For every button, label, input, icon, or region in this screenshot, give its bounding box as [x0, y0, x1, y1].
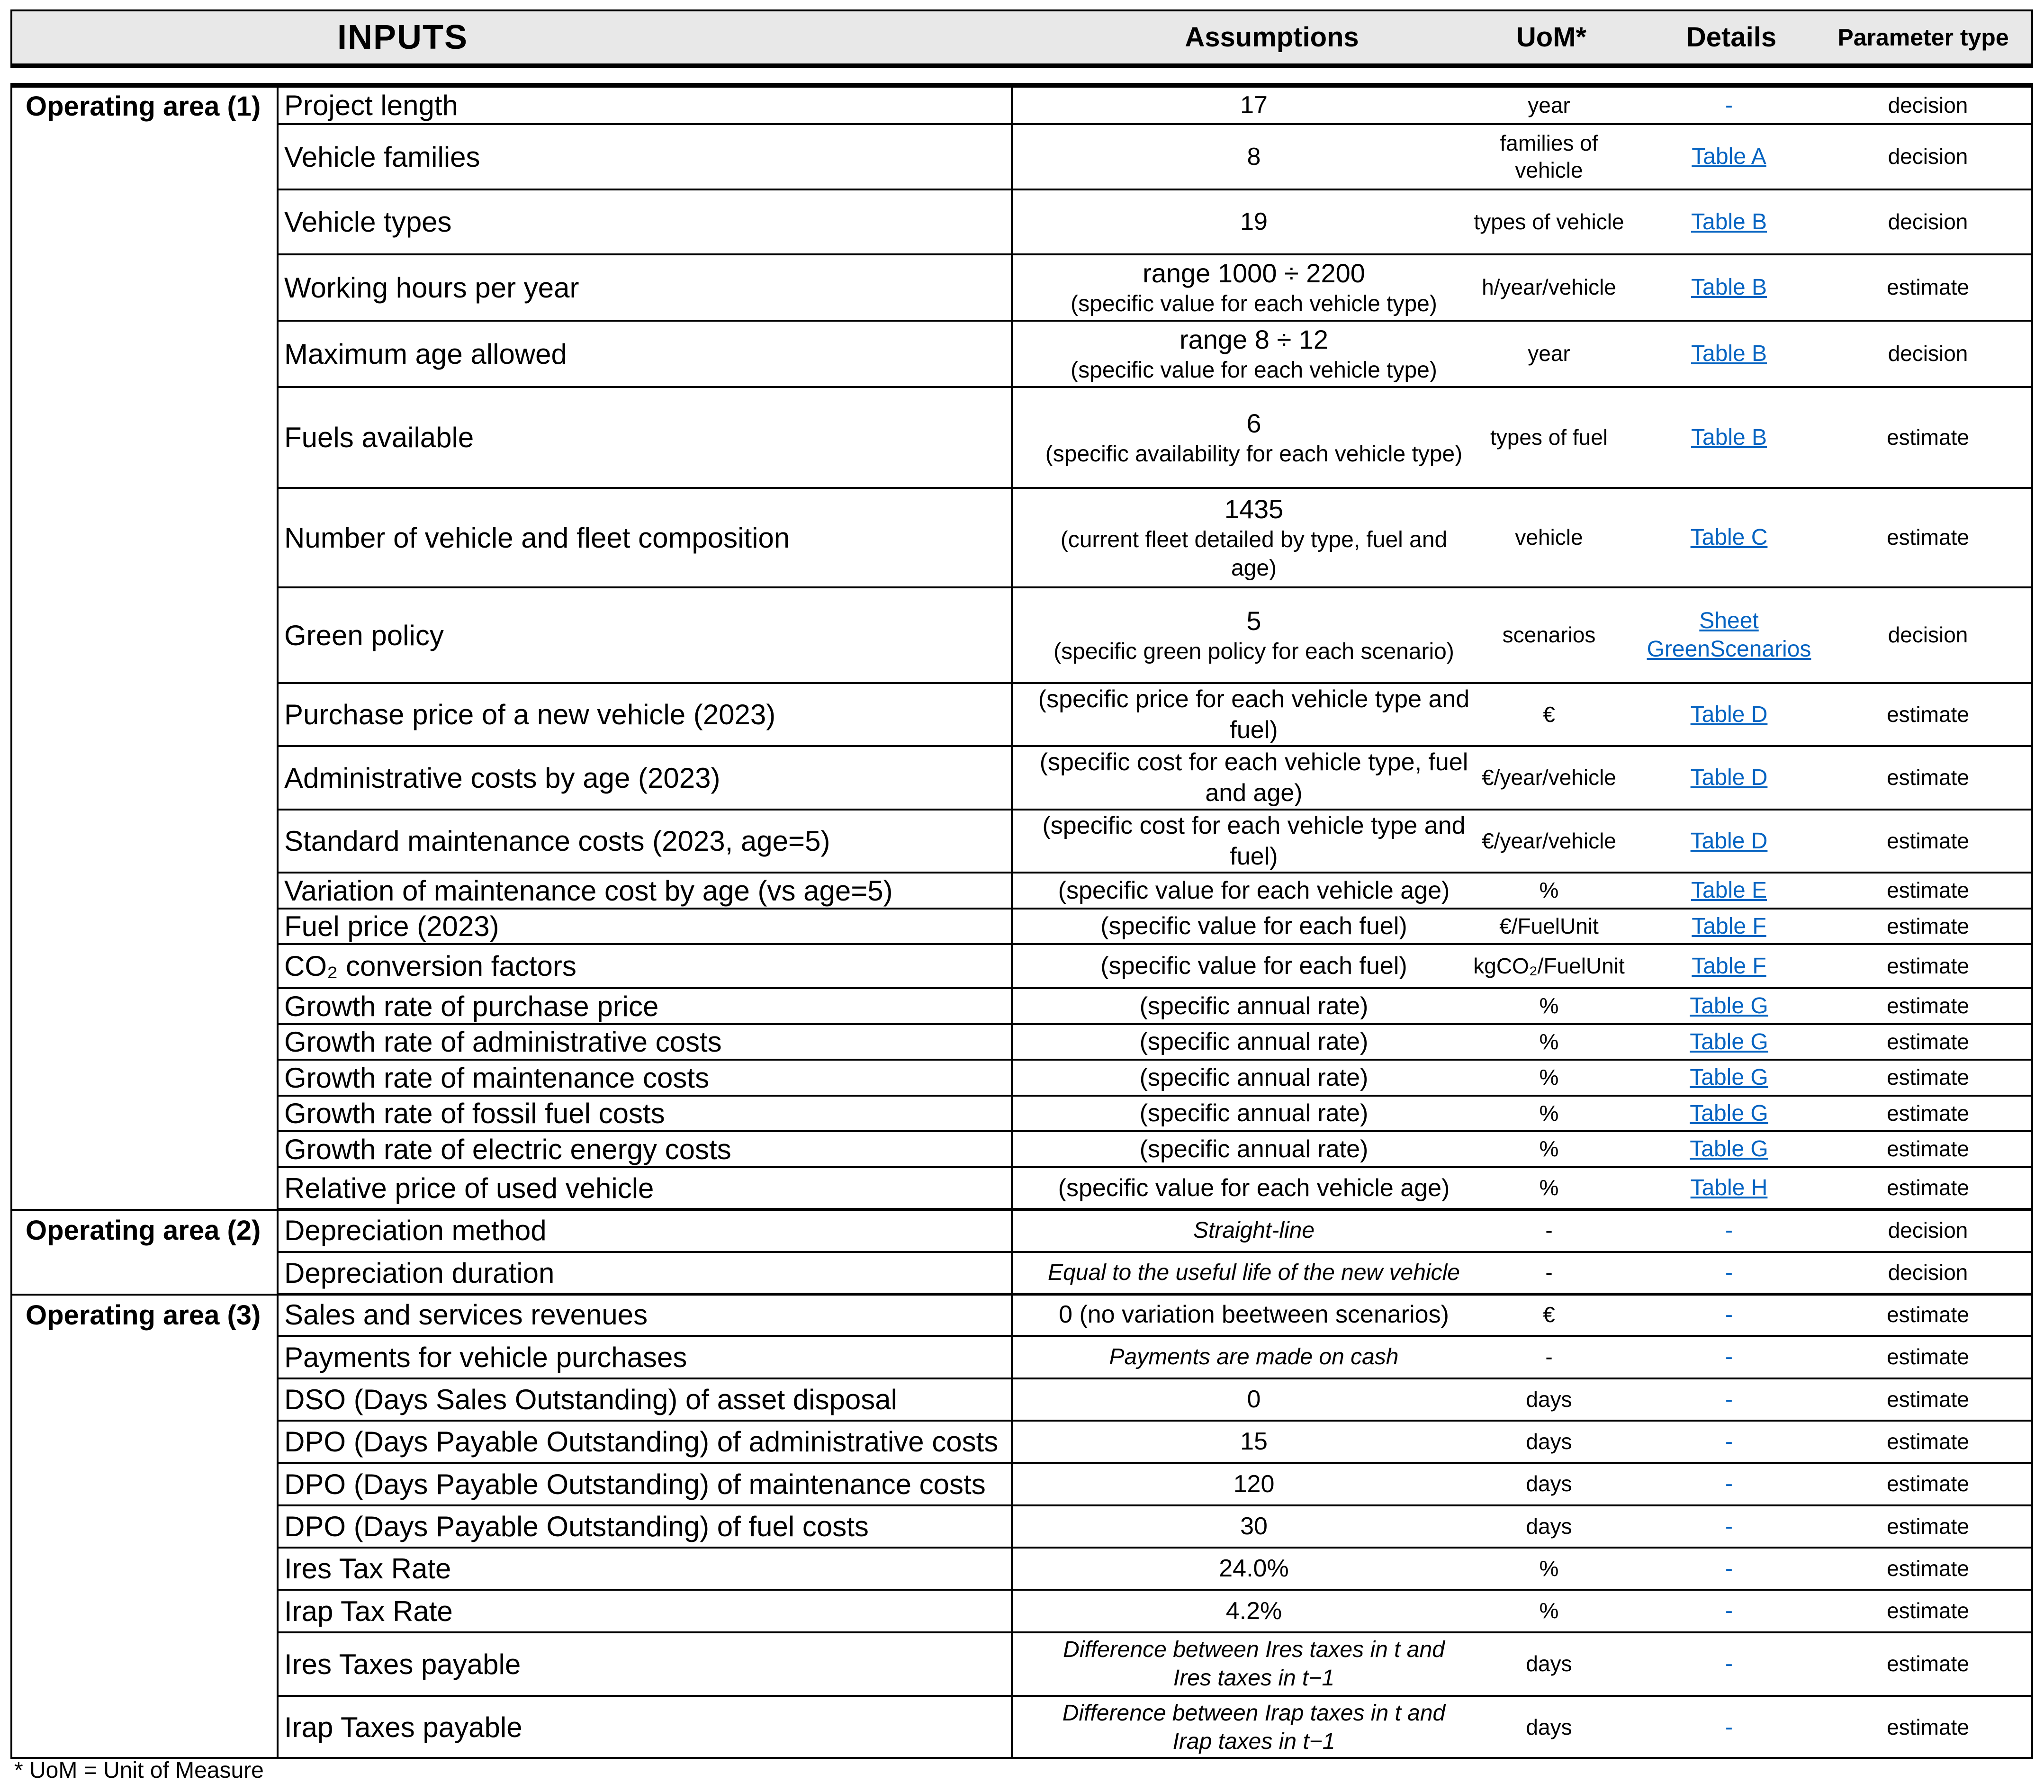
- details-value: -: [1725, 1598, 1733, 1623]
- assumption-value: 30: [1240, 1513, 1268, 1540]
- unit-of-measure: days: [1526, 1429, 1572, 1454]
- parameter-type: estimate: [1887, 953, 1969, 978]
- details-value: -: [1725, 1260, 1733, 1285]
- details-link[interactable]: Table B: [1691, 341, 1767, 366]
- header-assumptions: Assumptions: [1185, 21, 1359, 53]
- parameter-name: Growth rate of administrative costs: [284, 1026, 722, 1058]
- details-value: -: [1725, 1344, 1733, 1369]
- unit-of-measure: scenarios: [1502, 622, 1596, 648]
- parameter-type: estimate: [1887, 1651, 1969, 1676]
- unit-of-measure: %: [1539, 1065, 1559, 1090]
- operating-area-2: Operating area (2): [26, 1215, 261, 1246]
- parameter-name: Purchase price of a new vehicle (2023): [284, 699, 776, 730]
- header-parameter-type: Parameter type: [1837, 24, 2009, 51]
- parameter-name: Depreciation duration: [284, 1257, 555, 1289]
- assumption-value: 5 (specific green policy for each scenario): [1054, 606, 1454, 664]
- header-rule-top: [10, 64, 2033, 68]
- parameter-name: Administrative costs by age (2023): [284, 762, 720, 794]
- assumption-value: (specific annual rate): [1139, 1135, 1369, 1163]
- unit-of-measure: days: [1526, 1651, 1572, 1676]
- unit-of-measure: €: [1543, 1302, 1555, 1327]
- assumption-value: (specific price for each vehicle type and fuel): [1038, 685, 1470, 744]
- parameter-name: Number of vehicle and fleet composition: [284, 522, 790, 554]
- assumption-value: Difference between Irap taxes in t and Irap taxes in t−1: [1062, 1700, 1446, 1754]
- assumption-value: (specific annual rate): [1139, 1099, 1369, 1127]
- parameter-name: DPO (Days Payable Outstanding) of administrative costs: [284, 1426, 999, 1458]
- parameter-type: estimate: [1887, 702, 1969, 727]
- parameter-type: decision: [1888, 209, 1968, 234]
- assumption-value: 6 (specific availability for each vehicle type): [1045, 408, 1463, 467]
- parameter-type: estimate: [1887, 275, 1969, 300]
- assumption-value: (specific value for each vehicle age): [1058, 1174, 1450, 1202]
- assumption-value: range 8 ÷ 12 (specific value for each vehicle type): [1071, 324, 1437, 383]
- details-link[interactable]: Table B: [1691, 209, 1767, 234]
- assumption-value: 17: [1240, 91, 1268, 119]
- details-link[interactable]: Table G: [1690, 1100, 1768, 1126]
- assumption-value: (specific annual rate): [1139, 1063, 1369, 1091]
- unit-of-measure: -: [1545, 1260, 1553, 1285]
- unit-of-measure: days: [1526, 1714, 1572, 1739]
- parameter-name: Relative price of used vehicle: [284, 1172, 654, 1204]
- assumption-value: 4.2%: [1225, 1597, 1282, 1625]
- parameter-type: estimate: [1887, 1714, 1969, 1739]
- unit-of-measure: days: [1526, 1471, 1572, 1496]
- parameter-type: estimate: [1887, 1387, 1969, 1412]
- parameter-type: decision: [1888, 144, 1968, 169]
- unit-of-measure: families of vehicle: [1500, 130, 1598, 182]
- assumption-value: 24.0%: [1219, 1555, 1289, 1582]
- header-uom: UoM*: [1516, 21, 1587, 53]
- unit-of-measure: year: [1528, 341, 1570, 366]
- parameter-name: Ires Taxes payable: [284, 1648, 521, 1680]
- parameter-name: Ires Tax Rate: [284, 1553, 451, 1585]
- assumption-value: range 1000 ÷ 2200 (specific value for each vehicle type): [1071, 258, 1437, 316]
- unit-of-measure: %: [1539, 993, 1559, 1018]
- parameter-name: DPO (Days Payable Outstanding) of maintenance costs: [284, 1468, 986, 1500]
- assumption-value: 1435 (current fleet detailed by type, fuel and age): [1060, 494, 1448, 581]
- operating-area-3: Operating area (3): [26, 1300, 261, 1331]
- assumption-value: 8: [1247, 143, 1261, 171]
- parameter-name: Maximum age allowed: [284, 338, 567, 370]
- assumption-value: (specific annual rate): [1139, 992, 1369, 1020]
- footnote: * UoM = Unit of Measure: [14, 1758, 264, 1783]
- details-link[interactable]: Table D: [1690, 828, 1768, 854]
- unit-of-measure: %: [1539, 1136, 1559, 1162]
- details-link[interactable]: Table B: [1691, 424, 1767, 450]
- parameter-type: estimate: [1887, 1029, 1969, 1054]
- assumption-value: 15: [1240, 1428, 1268, 1455]
- details-link[interactable]: Table D: [1690, 765, 1768, 790]
- unit-of-measure: €/FuelUnit: [1499, 913, 1599, 938]
- details-link[interactable]: Table F: [1692, 953, 1766, 979]
- parameter-type: estimate: [1887, 525, 1969, 550]
- parameter-type: estimate: [1887, 1175, 1969, 1200]
- details-link[interactable]: Table A: [1692, 144, 1766, 169]
- parameter-type: estimate: [1887, 828, 1969, 853]
- details-value: -: [1725, 1471, 1733, 1496]
- parameter-type: decision: [1888, 1260, 1968, 1285]
- header-details: Details: [1686, 21, 1777, 53]
- unit-of-measure: types of fuel: [1490, 424, 1608, 450]
- assumption-value: 0: [1247, 1386, 1261, 1413]
- details-link[interactable]: Table H: [1690, 1175, 1768, 1200]
- parameter-name: DPO (Days Payable Outstanding) of fuel costs: [284, 1511, 869, 1542]
- details-value: -: [1725, 1387, 1733, 1412]
- details-value: -: [1725, 1429, 1733, 1454]
- assumption-value: Equal to the useful life of the new vehicle: [1048, 1260, 1460, 1285]
- parameter-name: Green policy: [284, 619, 444, 651]
- unit-of-measure: €/year/vehicle: [1482, 828, 1616, 853]
- unit-of-measure: year: [1528, 92, 1570, 117]
- unit-of-measure: %: [1539, 1175, 1559, 1200]
- parameter-type: estimate: [1887, 1598, 1969, 1623]
- unit-of-measure: %: [1539, 878, 1559, 903]
- parameter-type: estimate: [1887, 993, 1969, 1018]
- details-link[interactable]: Table C: [1690, 525, 1768, 550]
- details-link[interactable]: Table E: [1691, 878, 1767, 903]
- unit-of-measure: €/year/vehicle: [1482, 765, 1616, 790]
- unit-of-measure: types of vehicle: [1474, 209, 1624, 234]
- assumption-value: (specific value for each fuel): [1100, 912, 1407, 940]
- assumption-value: (specific cost for each vehicle type and fuel): [1042, 811, 1466, 870]
- parameter-name: Project length: [284, 90, 458, 121]
- parameter-name: Vehicle families: [284, 141, 480, 173]
- header-inputs: INPUTS: [337, 18, 468, 56]
- unit-of-measure: days: [1526, 1513, 1572, 1539]
- details-link[interactable]: Table F: [1692, 913, 1766, 939]
- details-value: -: [1725, 1217, 1733, 1243]
- parameter-name: Growth rate of fossil fuel costs: [284, 1098, 665, 1129]
- parameter-type: estimate: [1887, 424, 1969, 450]
- parameter-type: estimate: [1887, 1344, 1969, 1369]
- assumption-value: 0 (no variation beetween scenarios): [1059, 1301, 1449, 1328]
- parameter-name: Standard maintenance costs (2023, age=5): [284, 825, 830, 857]
- unit-of-measure: vehicle: [1515, 525, 1583, 550]
- assumption-value: 19: [1240, 208, 1268, 235]
- parameter-type: decision: [1888, 1217, 1968, 1243]
- parameter-name: Fuel price (2023): [284, 910, 499, 942]
- unit-of-measure: €: [1543, 702, 1555, 727]
- parameter-type: estimate: [1887, 1556, 1969, 1581]
- details-value: -: [1725, 1513, 1733, 1539]
- parameter-name: Growth rate of purchase price: [284, 990, 659, 1022]
- unit-of-measure: -: [1545, 1344, 1553, 1369]
- parameter-type: estimate: [1887, 1100, 1969, 1126]
- parameter-name: Growth rate of maintenance costs: [284, 1062, 710, 1094]
- details-link[interactable]: Table G: [1690, 1029, 1768, 1054]
- parameter-type: estimate: [1887, 765, 1969, 790]
- details-value: -: [1725, 1714, 1733, 1740]
- parameter-name: CO₂ conversion factors: [284, 950, 576, 982]
- details-value: -: [1725, 92, 1733, 118]
- unit-of-measure: h/year/vehicle: [1482, 275, 1616, 300]
- assumption-value: (specific value for each fuel): [1100, 952, 1407, 980]
- unit-of-measure: %: [1539, 1029, 1559, 1054]
- unit-of-measure: days: [1526, 1387, 1572, 1412]
- parameter-type: estimate: [1887, 1136, 1969, 1162]
- parameter-type: decision: [1888, 341, 1968, 366]
- unit-of-measure: %: [1539, 1100, 1559, 1126]
- parameter-type: estimate: [1887, 1065, 1969, 1090]
- details-link[interactable]: Sheet GreenScenarios: [1647, 608, 1811, 662]
- parameter-type: decision: [1888, 92, 1968, 117]
- assumption-value: Difference between Ires taxes in t and Ires taxes in t−1: [1063, 1637, 1445, 1691]
- unit-of-measure: %: [1539, 1598, 1559, 1623]
- parameter-type: estimate: [1887, 1302, 1969, 1327]
- details-value: -: [1725, 1556, 1733, 1581]
- parameter-name: Depreciation method: [284, 1215, 547, 1246]
- parameter-type: estimate: [1887, 913, 1969, 938]
- assumption-value: (specific cost for each vehicle type, fuel and age): [1039, 748, 1468, 807]
- parameter-type: estimate: [1887, 1429, 1969, 1454]
- unit-of-measure: kgCO₂/FuelUnit: [1473, 953, 1625, 978]
- details-link[interactable]: Table G: [1690, 1065, 1768, 1090]
- parameter-name: DSO (Days Sales Outstanding) of asset disposal: [284, 1384, 897, 1415]
- parameter-name: Payments for vehicle purchases: [284, 1341, 687, 1373]
- unit-of-measure: -: [1545, 1217, 1553, 1243]
- details-value: -: [1725, 1651, 1733, 1676]
- details-value: -: [1725, 1302, 1733, 1327]
- details-link[interactable]: Table G: [1690, 1136, 1768, 1162]
- assumption-value: (specific annual rate): [1139, 1028, 1369, 1055]
- parameter-type: estimate: [1887, 878, 1969, 903]
- details-link[interactable]: Table D: [1690, 702, 1768, 727]
- parameter-type: decision: [1888, 622, 1968, 648]
- parameter-name: Growth rate of electric energy costs: [284, 1133, 731, 1165]
- assumption-value: 120: [1233, 1470, 1275, 1498]
- parameter-type: estimate: [1887, 1471, 1969, 1496]
- parameter-name: Sales and services revenues: [284, 1299, 648, 1331]
- unit-of-measure: %: [1539, 1556, 1559, 1581]
- assumption-value: Straight-line: [1193, 1217, 1315, 1243]
- details-link[interactable]: Table G: [1690, 993, 1768, 1018]
- parameter-type: estimate: [1887, 1513, 1969, 1539]
- parameter-name: Irap Taxes payable: [284, 1711, 522, 1743]
- assumption-value: Payments are made on cash: [1109, 1344, 1399, 1369]
- assumption-value: (specific value for each vehicle age): [1058, 876, 1450, 904]
- operating-area-1: Operating area (1): [26, 91, 261, 122]
- parameter-name: Irap Tax Rate: [284, 1595, 453, 1627]
- details-link[interactable]: Table B: [1691, 275, 1767, 300]
- parameter-name: Variation of maintenance cost by age (vs age=5): [284, 874, 893, 907]
- parameter-name: Working hours per year: [284, 271, 579, 304]
- parameter-name: Fuels available: [284, 422, 474, 453]
- parameter-name: Vehicle types: [284, 206, 452, 238]
